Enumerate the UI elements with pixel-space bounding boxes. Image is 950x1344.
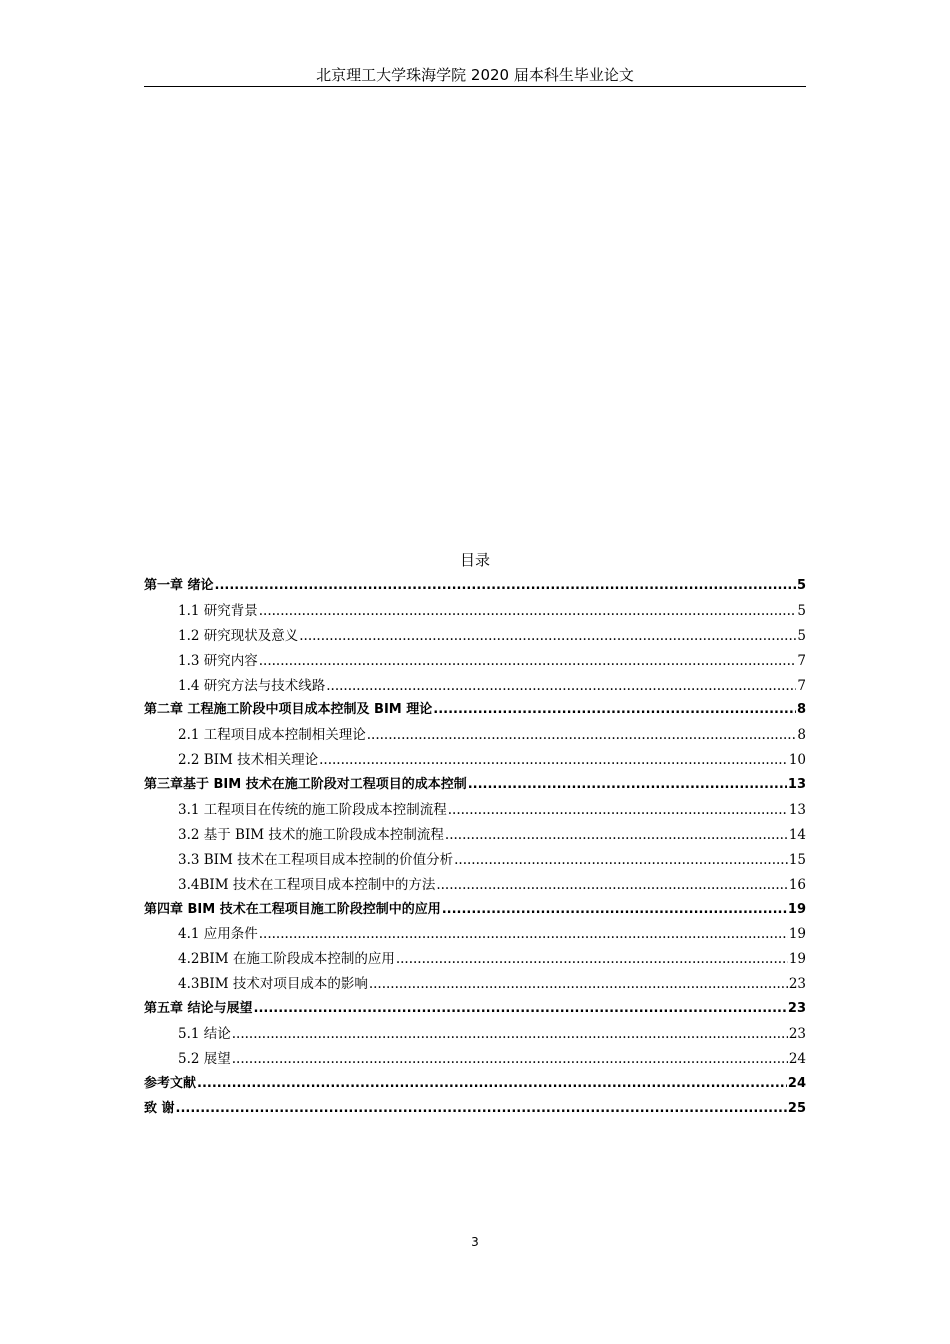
toc-entry-section[interactable] (144, 823, 806, 848)
toc-entry-chapter[interactable] (144, 773, 806, 798)
toc-entry-page: 10 (788, 752, 806, 769)
toc-entry-text: 1.4 研究方法与技术线路 (178, 677, 326, 694)
toc-entry-page: 14 (788, 826, 806, 843)
toc-entry-section[interactable] (144, 873, 806, 898)
toc-entry-page: 5 (796, 578, 806, 593)
toc-entry-page: 19 (788, 926, 806, 943)
toc-entry-section[interactable] (144, 1022, 806, 1047)
toc-entry-text: 2.2 BIM 技术相关理论 (178, 752, 319, 769)
toc-entry-section[interactable] (144, 972, 806, 997)
toc-entry-page: 7 (797, 652, 806, 669)
toc-dot-leader (454, 848, 788, 873)
toc-entry-page: 8 (797, 727, 806, 744)
page-number: 3 (471, 1235, 479, 1249)
toc-entry-section[interactable] (144, 624, 806, 649)
toc-entry-chapter[interactable] (144, 698, 806, 723)
toc-entry-page: 13 (787, 777, 806, 793)
toc-entry-section[interactable] (144, 947, 806, 972)
toc-entry-page: 25 (787, 1100, 806, 1116)
page-header: 北京理工大学珠海学院 2020 届本科生毕业论文 (316, 66, 634, 84)
toc-entry-chapter[interactable] (144, 574, 806, 599)
toc-entry-section[interactable] (144, 674, 806, 699)
toc-dot-leader (232, 1022, 788, 1047)
toc-entry-text: 1.3 研究内容 (178, 652, 258, 669)
toc-entry-text: 3.3 BIM 技术在工程项目成本控制的价值分析 (178, 851, 454, 868)
toc-dot-leader (254, 997, 787, 1022)
toc-entry-text: 5.2 展望 (178, 1050, 231, 1067)
toc-entry-page: 24 (788, 1050, 806, 1067)
toc-entry-text: 4.2BIM 在施工阶段成本控制的应用 (178, 951, 395, 968)
header-rule (144, 86, 806, 87)
toc-entry-chapter[interactable] (144, 898, 806, 923)
toc-entry-page: 8 (796, 702, 806, 718)
toc-dot-leader (448, 798, 788, 823)
toc-entry-page: 23 (787, 1001, 806, 1017)
toc-entry-text: 3.1 工程项目在传统的施工阶段成本控制流程 (178, 802, 447, 819)
toc-entry-text: 参考文献 (144, 1075, 197, 1091)
toc-entry-chapter[interactable] (144, 1072, 806, 1097)
toc-entry-text: 3.2 基于 BIM 技术的施工阶段成本控制流程 (178, 826, 444, 843)
toc-dot-leader (396, 947, 788, 972)
toc-entry-section[interactable] (144, 599, 806, 624)
toc-entry-page: 24 (787, 1075, 806, 1091)
toc-entry-text: 3.4BIM 技术在工程项目成本控制中的方法 (178, 876, 436, 893)
toc-dot-leader (433, 698, 796, 723)
toc-entry-section[interactable] (144, 649, 806, 674)
toc-entry-text: 1.2 研究现状及意义 (178, 627, 299, 644)
toc-entry-section[interactable] (144, 748, 806, 773)
toc-dot-leader (468, 773, 787, 798)
toc-entry-section[interactable] (144, 798, 806, 823)
toc-entry-page: 23 (788, 1026, 806, 1043)
toc-entry-page: 5 (797, 602, 806, 619)
toc-entry-section[interactable] (144, 922, 806, 947)
toc-entry-page: 7 (797, 677, 806, 694)
toc-entry-text: 第一章 绪论 (144, 578, 214, 593)
toc-entry-text: 4.1 应用条件 (178, 926, 258, 943)
toc-entry-text: 2.1 工程项目成本控制相关理论 (178, 727, 366, 744)
toc-entry-text: 1.1 研究背景 (178, 602, 258, 619)
toc-entry-section[interactable] (144, 848, 806, 873)
toc-entry-section[interactable] (144, 1047, 806, 1072)
toc-entry-page: 15 (788, 851, 806, 868)
toc-entry-page: 16 (788, 876, 806, 893)
toc-dot-leader (197, 1072, 787, 1097)
toc-entry-text: 第二章 工程施工阶段中项目成本控制及 BIM 理论 (144, 702, 433, 718)
toc-entry-page: 13 (788, 802, 806, 819)
toc-dot-leader (259, 922, 788, 947)
toc-entry-text: 4.3BIM 技术对项目成本的影响 (178, 976, 368, 993)
toc-dot-leader (299, 624, 796, 649)
table-of-contents (144, 574, 806, 1122)
toc-entry-text: 第五章 结论与展望 (144, 1001, 253, 1017)
toc-dot-leader (436, 873, 787, 898)
toc-entry-page: 5 (797, 627, 806, 644)
toc-dot-leader (232, 1047, 788, 1072)
toc-entry-text: 致 谢 (144, 1100, 175, 1116)
toc-dot-leader (369, 972, 788, 997)
toc-dot-leader (367, 723, 797, 748)
toc-entry-chapter[interactable] (144, 997, 806, 1022)
toc-entry-page: 19 (787, 901, 806, 917)
toc-dot-leader (259, 649, 797, 674)
toc-entry-page: 19 (788, 951, 806, 968)
toc-entry-chapter[interactable] (144, 1097, 806, 1122)
toc-entry-text: 第三章基于 BIM 技术在施工阶段对工程项目的成本控制 (144, 777, 467, 793)
toc-dot-leader (319, 748, 788, 773)
toc-entry-text: 第四章 BIM 技术在工程项目施工阶段控制中的应用 (144, 901, 441, 917)
toc-dot-leader (176, 1097, 787, 1122)
toc-dot-leader (445, 823, 788, 848)
toc-entry-section[interactable] (144, 723, 806, 748)
toc-title: 目录 (459, 551, 490, 569)
toc-dot-leader (215, 574, 796, 599)
toc-entry-text: 5.1 结论 (178, 1026, 231, 1043)
toc-dot-leader (259, 599, 797, 624)
toc-dot-leader (442, 898, 787, 923)
toc-entry-page: 23 (788, 976, 806, 993)
toc-dot-leader (326, 674, 796, 699)
